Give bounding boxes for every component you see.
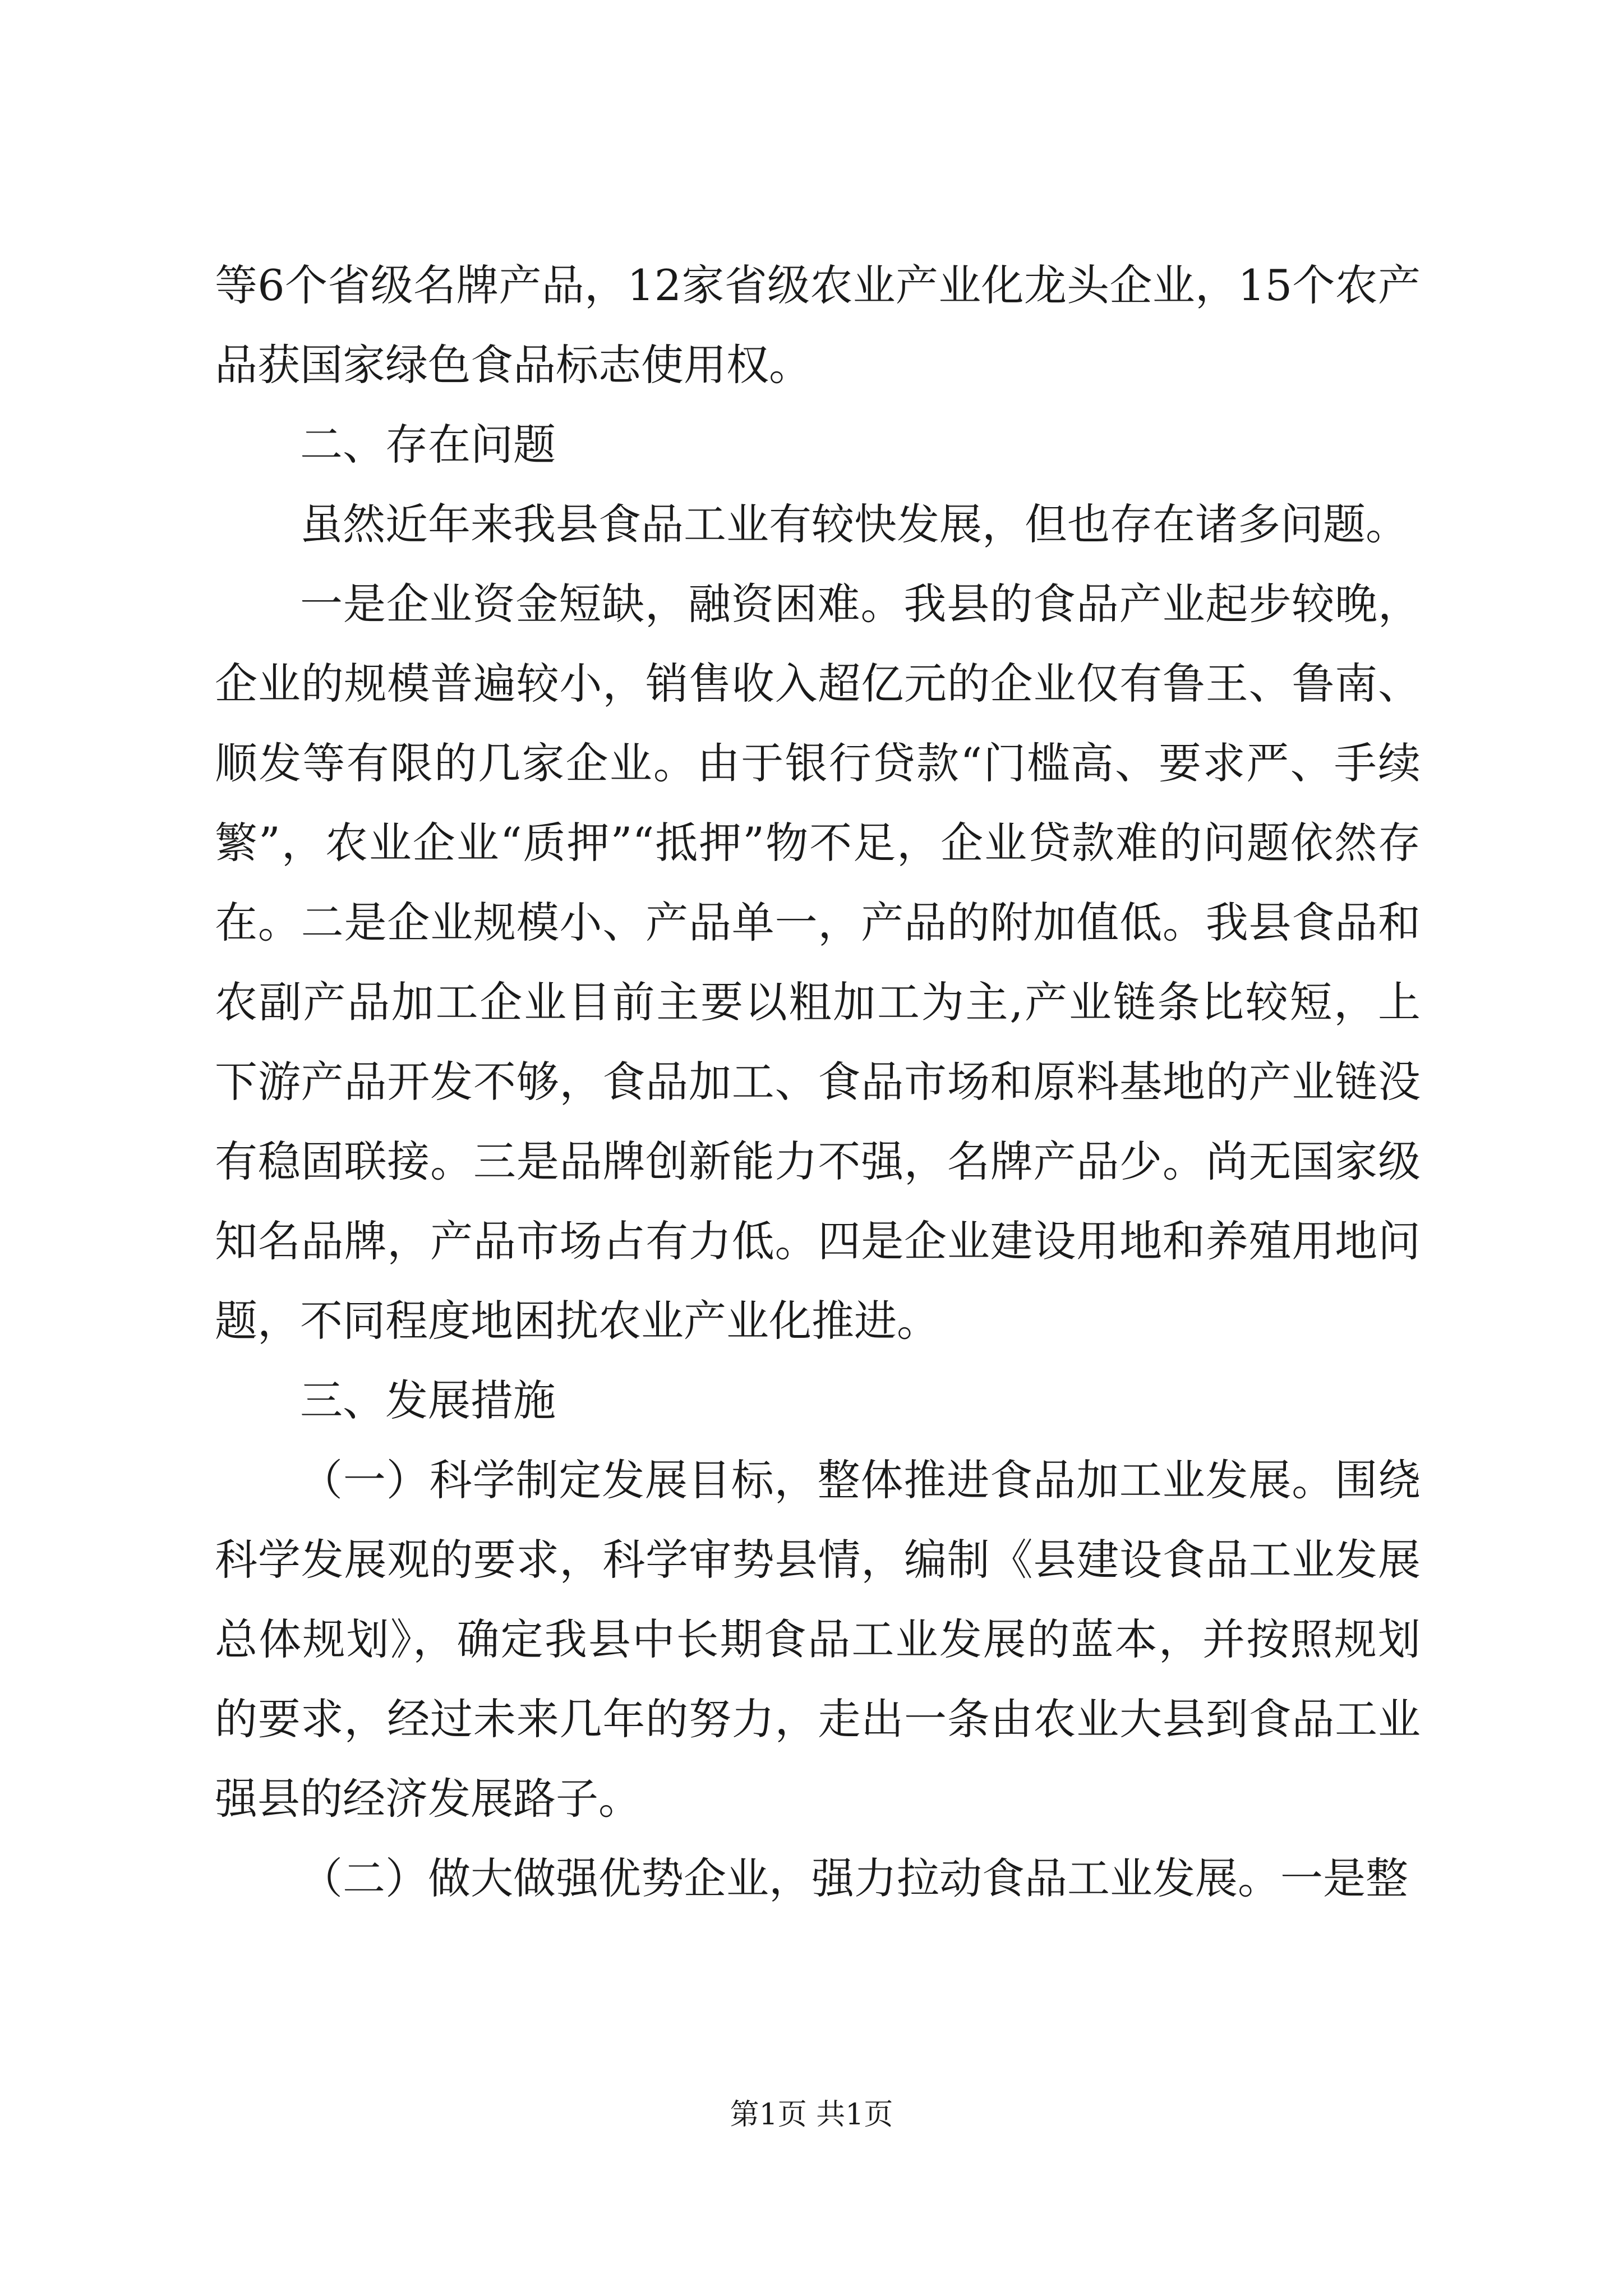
paragraph-measure-two: （二）做大做强优势企业，强力拉动食品工业发展。一是整 xyxy=(300,1853,1408,1903)
page-footer: 第1页 共1页 xyxy=(730,2098,893,2132)
document-body xyxy=(215,246,1421,1918)
section-heading-problems: 二、存在问题 xyxy=(300,420,556,470)
paragraph-problems-detail: 一是企业资金短缺，融资困难。我县的食品产业起步较晚，企业的规模普遍较小，销售收入超亿元的企业仅有鲁王、鲁南、顺发等有限的几家企业。由于银行贷款“门槛高、要求严、手续繁”，农业企业“质押”“抵押”物不足，企业贷款难的问题依然存在。二是企业规模小、产品单一，产品的附加值低。我县食品和农副产品加工企业目前主要以粗加工为主,产业链条比较短，上下游产品开发不够，食品加工、食品市场和原料基地的产业链没有稳固联接。三是品牌创新能力不强，名牌产品少。尚无国家级知名品牌，产品市场占有力低。四是企业建设用地和养殖用地问题，不同程度地困扰农业产业化推进。 xyxy=(215,579,1421,1346)
paragraph-continuation: 等6个省级名牌产品，12家省级农业产业化龙头企业，15个农产品获国家绿色食品标志使用权。 xyxy=(215,260,1421,390)
section-heading-measures: 三、发展措施 xyxy=(300,1375,556,1425)
paragraph-measure-one: （一）科学制定发展目标，整体推进食品加工业发展。围绕科学发展观的要求，科学审势县情，编制《县建设食品工业发展总体规划》，确定我县中长期食品工业发展的蓝本，并按照规划的要求，经过未来几年的努力，走出一条由农业大县到食品工业强县的经济发展路子。 xyxy=(215,1455,1421,1824)
paragraph-problems-intro: 虽然近年来我县食品工业有较快发展，但也存在诸多问题。 xyxy=(300,499,1408,549)
